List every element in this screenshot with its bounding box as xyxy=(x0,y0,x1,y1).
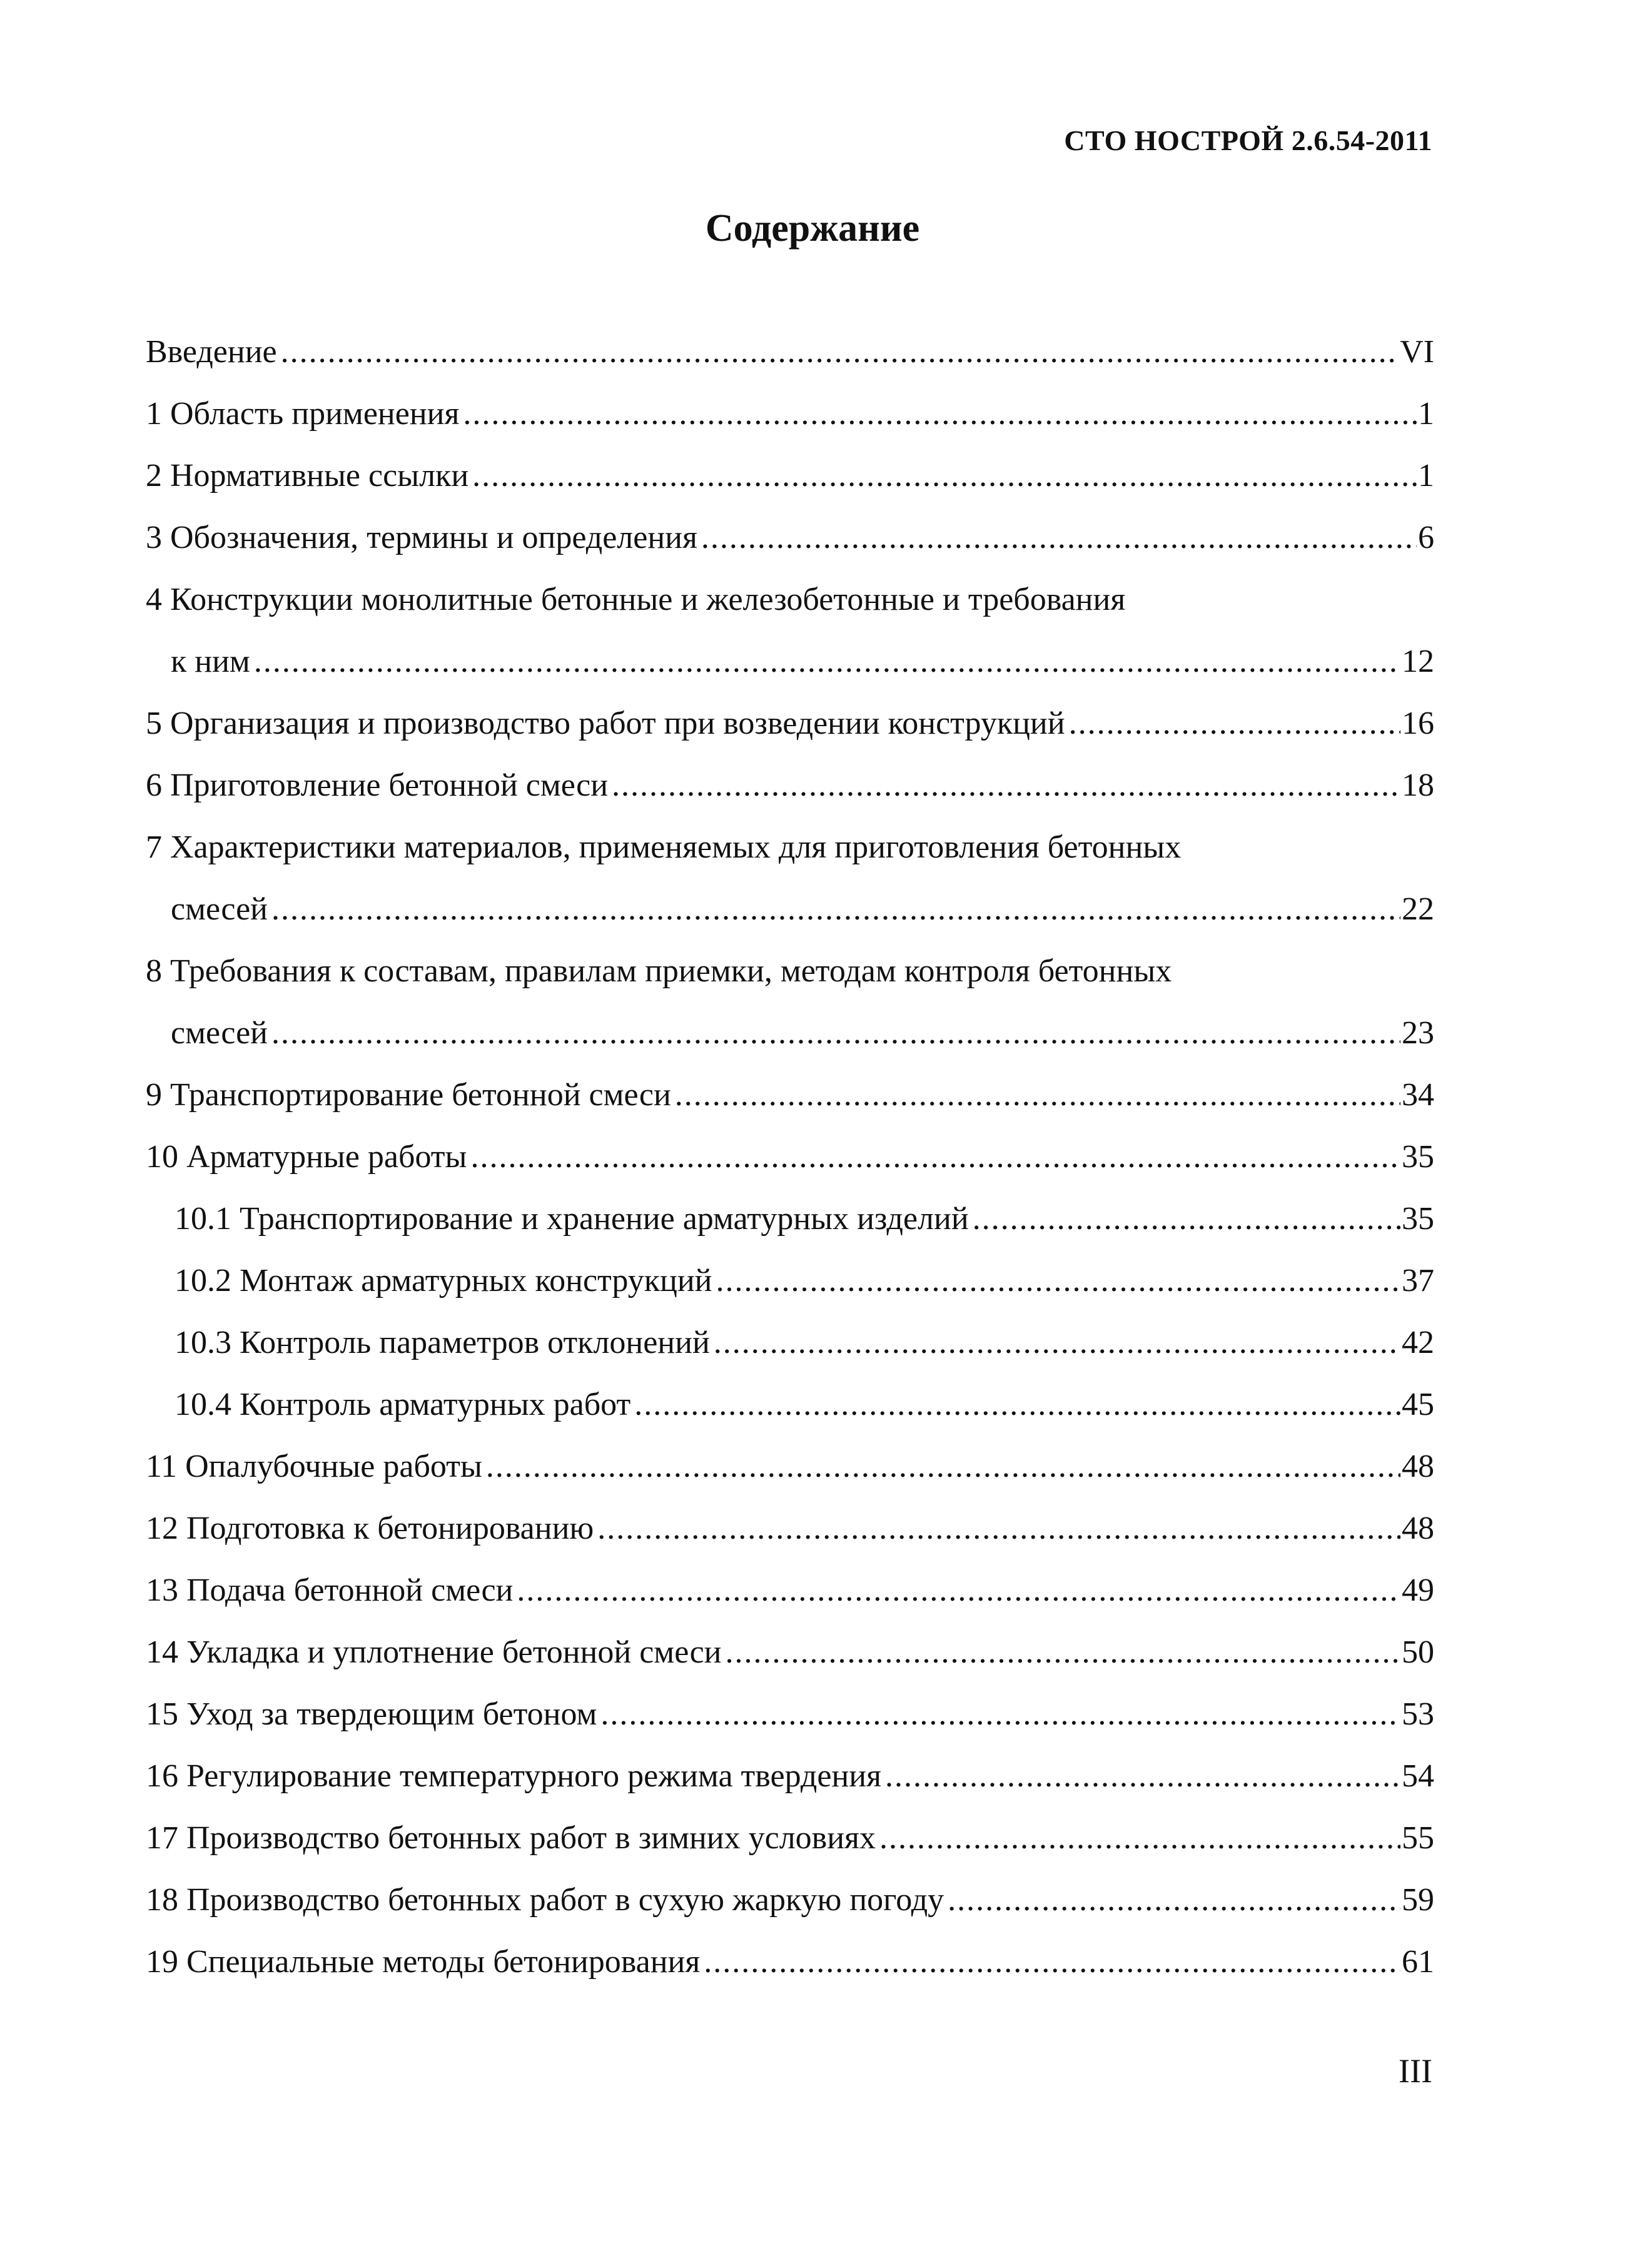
toc-entry-title: смесей xyxy=(171,1015,268,1051)
toc-entry xyxy=(146,321,1434,383)
toc-leader-dots xyxy=(726,1621,1401,1683)
toc-entry-title: 7 Характеристики материалов, применяемых для приготовления бетонных xyxy=(146,829,1182,865)
toc-subentry xyxy=(146,1250,1434,1312)
toc-entry xyxy=(146,1745,1434,1807)
toc-entry xyxy=(146,1807,1434,1869)
toc-entry xyxy=(146,754,1434,816)
toc-entry-title: 11 Опалубочные работы xyxy=(146,1449,482,1484)
toc-leader-dots xyxy=(517,1559,1400,1621)
toc-page-number: 35 xyxy=(1402,1201,1434,1237)
toc-entry-title: Введение xyxy=(146,334,277,370)
toc-entry xyxy=(146,878,1434,940)
toc-leader-dots xyxy=(597,1497,1400,1559)
toc-entry-title: 16 Регулирование температурного режима твердения xyxy=(146,1758,882,1794)
toc-entry-title: 4 Конструкции монолитные бетонные и железобетонные и требования xyxy=(146,582,1126,617)
toc-leader-dots xyxy=(701,507,1417,569)
toc-entry-title: 14 Укладка и уплотнение бетонной смеси xyxy=(146,1634,722,1670)
page-number: III xyxy=(1399,2052,1432,2090)
document-code: СТО НОСТРОЙ 2.6.54-2011 xyxy=(1064,124,1432,156)
toc-entry-title: 19 Специальные методы бетонирования xyxy=(146,1944,701,1980)
toc-leader-dots xyxy=(600,1683,1400,1745)
toc-leader-dots xyxy=(716,1250,1400,1312)
toc-leader-dots xyxy=(704,1931,1400,1993)
toc-leader-dots xyxy=(486,1435,1400,1497)
toc-page-number: 45 xyxy=(1402,1387,1434,1422)
toc-entry xyxy=(146,1497,1434,1559)
toc-entry xyxy=(146,1869,1434,1931)
toc-entry xyxy=(146,1064,1434,1126)
toc-page-number: 16 xyxy=(1402,706,1434,741)
toc-entry-title: 8 Требования к составам, правилам приемки, методам контроля бетонных xyxy=(146,953,1172,989)
toc-page-number: 1 xyxy=(1418,458,1434,494)
toc-leader-dots xyxy=(714,1312,1400,1374)
toc-entry-title: 13 Подача бетонной смеси xyxy=(146,1572,514,1608)
toc-leader-dots xyxy=(885,1745,1400,1807)
toc-entry xyxy=(146,1931,1434,1993)
toc-page-number: 42 xyxy=(1402,1325,1434,1360)
toc-leader-dots xyxy=(472,445,1417,507)
toc-page-number: 22 xyxy=(1402,891,1434,927)
toc-entry xyxy=(146,1002,1434,1064)
toc-leader-dots xyxy=(281,321,1399,383)
toc-leader-dots xyxy=(271,878,1400,940)
toc-leader-dots xyxy=(254,630,1400,692)
toc-entry xyxy=(146,1683,1434,1745)
page-title: Содержание xyxy=(705,207,920,250)
toc-page-number: 55 xyxy=(1402,1820,1434,1856)
toc-page-number: 12 xyxy=(1402,644,1434,679)
toc-entry-title: 15 Уход за твердеющим бетоном xyxy=(146,1696,597,1732)
table-of-contents xyxy=(146,321,1434,1993)
toc-entry-title: 3 Обозначения, термины и определения xyxy=(146,520,697,555)
toc-leader-dots xyxy=(1069,692,1400,754)
toc-entry-title: 17 Производство бетонных работ в зимних условиях xyxy=(146,1820,876,1856)
toc-leader-dots xyxy=(470,1126,1400,1188)
toc-page-number: VI xyxy=(1400,334,1434,370)
toc-page-number: 61 xyxy=(1402,1944,1434,1980)
toc-subentry xyxy=(146,1374,1434,1435)
toc-page-number: 34 xyxy=(1402,1077,1434,1113)
toc-entry xyxy=(146,383,1434,445)
toc-subentry xyxy=(146,1312,1434,1374)
toc-entry-title: 10.4 Контроль арматурных работ xyxy=(175,1387,631,1422)
toc-entry xyxy=(146,1621,1434,1683)
toc-leader-dots xyxy=(879,1807,1400,1869)
toc-entry-title: 6 Приготовление бетонной смеси xyxy=(146,767,609,803)
toc-leader-dots xyxy=(634,1374,1400,1435)
toc-page-number: 6 xyxy=(1418,520,1434,555)
toc-page-number: 49 xyxy=(1402,1572,1434,1608)
toc-entry xyxy=(146,940,1434,1002)
toc-entry xyxy=(146,692,1434,754)
toc-entry-title: 10.3 Контроль параметров отклонений xyxy=(175,1325,710,1360)
toc-page-number: 37 xyxy=(1402,1263,1434,1299)
toc-entry xyxy=(146,816,1434,878)
toc-leader-dots xyxy=(463,383,1417,445)
toc-page-number: 1 xyxy=(1418,396,1434,432)
toc-entry xyxy=(146,445,1434,507)
toc-page-number: 48 xyxy=(1402,1449,1434,1484)
toc-entry-title: 9 Транспортирование бетонной смеси xyxy=(146,1077,671,1113)
toc-entry-title: смесей xyxy=(171,891,268,927)
toc-entry-title: 2 Нормативные ссылки xyxy=(146,458,469,494)
toc-page-number: 18 xyxy=(1402,767,1434,803)
toc-page-number: 54 xyxy=(1402,1758,1434,1794)
toc-entry-title: к ним xyxy=(171,644,250,679)
toc-entry xyxy=(146,569,1434,630)
toc-page-number: 50 xyxy=(1402,1634,1434,1670)
toc-entry-title: 1 Область применения xyxy=(146,396,460,432)
toc-entry xyxy=(146,1126,1434,1188)
toc-subentry xyxy=(146,1188,1434,1250)
toc-page-number: 35 xyxy=(1402,1139,1434,1175)
toc-entry xyxy=(146,1559,1434,1621)
toc-leader-dots xyxy=(675,1064,1400,1126)
toc-entry-title: 10.1 Транспортирование и хранение арматурных изделий xyxy=(175,1201,969,1237)
toc-entry xyxy=(146,1435,1434,1497)
toc-leader-dots xyxy=(973,1188,1400,1250)
toc-entry-title: 5 Организация и производство работ при возведении конструкций xyxy=(146,706,1065,741)
toc-entry-title: 18 Производство бетонных работ в сухую жаркую погоду xyxy=(146,1882,944,1918)
toc-entry-title: 10 Арматурные работы xyxy=(146,1139,467,1175)
toc-leader-dots xyxy=(612,754,1400,816)
toc-entry xyxy=(146,630,1434,692)
toc-entry xyxy=(146,507,1434,569)
toc-page-number: 53 xyxy=(1402,1696,1434,1732)
toc-page-number: 48 xyxy=(1402,1511,1434,1546)
toc-leader-dots xyxy=(271,1002,1400,1064)
toc-entry-title: 10.2 Монтаж арматурных конструкций xyxy=(175,1263,712,1299)
toc-page-number: 23 xyxy=(1402,1015,1434,1051)
toc-leader-dots xyxy=(948,1869,1400,1931)
toc-page-number: 59 xyxy=(1402,1882,1434,1918)
toc-entry-title: 12 Подготовка к бетонированию xyxy=(146,1511,594,1546)
